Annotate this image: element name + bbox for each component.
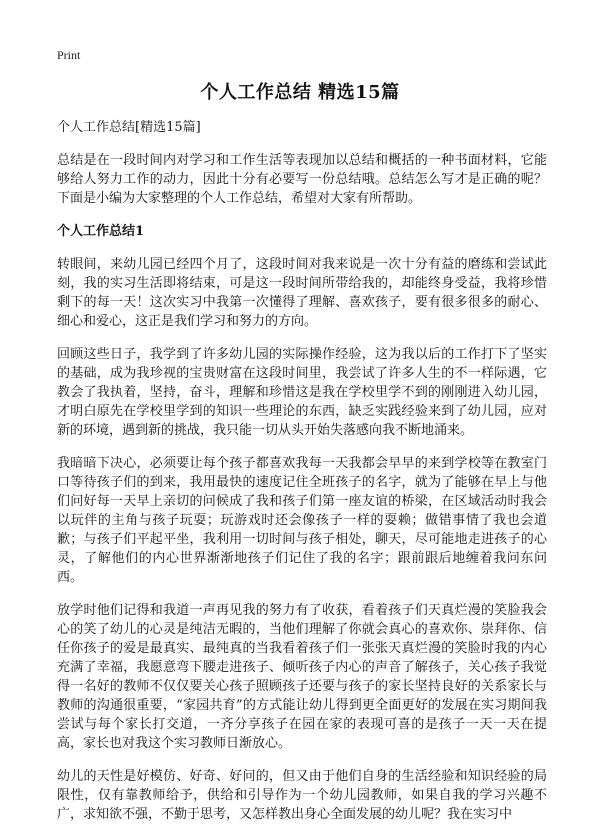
- page-title: 个人工作总结 精选15篇: [200, 82, 400, 103]
- body-paragraph-5: 幼儿的天性是好模仿、好奇、好问的，但又由于他们自身的生活经验和知识经验的局限性，仅有靠教师给予，供给和引导作为一个幼儿园教师，如果自我的学习兴趣不广，求知欲不强，不勤于思考，又怎样教出身心全面发展的幼儿呢？我在实习中: [57, 769, 547, 822]
- body-paragraph-4: 放学时他们记得和我道一声再见我的努力有了收获，看着孩子们天真烂漫的笑脸我会心的笑了幼儿的心灵是纯洁无暇的，当他们理解了你就会真心的喜欢你、崇拜你、信任你孩子的爱是最真实、最纯真的当我看着孩子们一张张天真烂漫的笑脸时我的内心充满了幸福，我愿意弯下腰走进孩子、倾听孩子内心的声音了解孩子，关心孩子我觉得一名好的教师不仅仅要关心孩子照顾孩子还要与孩子的家长坚持良好的关系家长与教师的沟通很重要，“家园共育”的方式能让幼儿得到更全面更好的发展在实习期间我尝试与每个家长打交道，一齐分享孩子在园在家的表现可喜的是孩子一天一天在提高，家长也对我这个实习教师日渐放心。: [57, 603, 547, 751]
- section-heading: 个人工作总结1: [57, 224, 145, 239]
- print-link[interactable]: Print: [57, 48, 81, 62]
- intro-paragraph: 总结是在一段时间内对学习和工作生活等表现加以总结和概括的一种书面材料，它能够给人努力工作的动力，因此十分有必要写一份总结哦。总结怎么写才是正确的呢？下面是小编为大家整理的个人工作总结，希望对大家有所帮助。: [57, 153, 547, 206]
- body-paragraph-2: 回顾这些日子，我学到了许多幼儿园的实际操作经验，这为我以后的工作打下了坚实的基础，成为我珍视的宝贵财富在这段时间里，我尝试了许多人生的不一样际遇，它教会了我执着，坚持，奋斗，理解和珍惜这是我在学校里学不到的刚刚进入幼儿园，才明白原先在学校里学到的知识一些理论的东西，缺乏实践经验来到了幼儿园，应对新的环境，遇到新的挑战，我只能一切从头开始失落感向我不断地涌来。: [57, 347, 547, 438]
- article-subtitle: 个人工作总结[精选15篇]: [57, 120, 201, 135]
- body-paragraph-3: 我暗暗下决心，必须要让每个孩子都喜欢我每一天我都会早早的来到学校等在教室门口等待孩子们的到来，我用最快的速度记住全班孩子的名字，就为了能够在早上与他们问好每一天早上亲切的问候成了我和孩子们第一座友谊的桥梁，在区域活动时我会以玩伴的主角与孩子玩耍；玩游戏时还会像孩子一样的耍赖；做错事情了我也会道歉；与孩子们平起平坐，我利用一切时间与孩子相处，聊天，尽可能地走进孩子的心灵，了解他们的内心世界渐渐地孩子们记住了我的名字；跟前跟后地缠着我问东问西。: [57, 456, 547, 585]
- body-paragraph-1: 转眼间，来幼儿园已经四个月了，这段时间对我来说是一次十分有益的磨练和尝试此刻，我的实习生活即将结束，可是这一段时间所带给我的，却能终身受益，我将珍惜剩下的每一天！这次实习中我第一次懂得了理解、喜欢孩子，要有很多很多的耐心、细心和爱心，这正是我们学习和努力的方向。: [57, 257, 547, 329]
- article-body: [57, 118, 547, 838]
